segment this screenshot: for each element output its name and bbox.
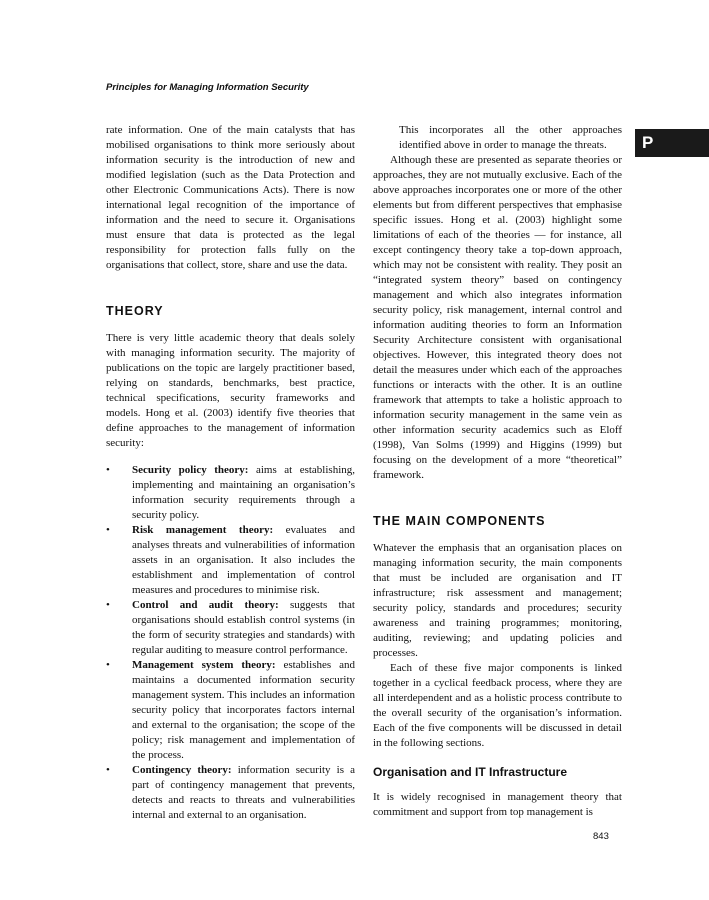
list-item-term: Control and audit theory:: [132, 599, 279, 611]
list-item: [106, 463, 355, 523]
list-item-term: Security policy theory:: [132, 464, 249, 476]
list-item-term: Management system theory:: [132, 659, 276, 671]
list-item-text: information security is a part of contingency management that prevents, detects and reacts to threats and vulnerabilities internal and external to an organisation.: [132, 764, 355, 821]
list-item: [106, 598, 355, 658]
running-header: Principles for Managing Information Security: [106, 82, 309, 93]
page-number: 843: [593, 831, 609, 842]
section-heading-theory: THEORY: [106, 304, 164, 318]
list-continuation: This incorporates all the other approaches identified above in order to manage the threats.: [399, 124, 622, 151]
paragraph: It is widely recognised in management theory that commitment and support from top management is: [373, 791, 622, 818]
paragraph: Each of these five major components is linked together in a cyclical feedback process, where they are all interdependent and as a holistic process contribute to the overall security of the organisation’s information. Each of the five components will be discussed in detail in the following sections.: [373, 662, 622, 749]
paragraph: Although these are presented as separate theories or approaches, they are not mutually exclusive. Each of the above approaches incorporates one or more of the other elements but from different perspectives that emphasise specific issues. Hong et al. (2003) highlight some limitations of each of the theories — for instance, all except contingency theory take a top-down approach, which may not be consistent with reality. They posit an “integrated system theory” based on contingency management and which also integrates information security policy, risk management, internal control and information auditing theories to form an Information Security Architecture consistent with organisational objectives. However, this integrated theory does not detail the measures under which each of the approaches functions or interacts with the other. It is an outline framework that attempts to take a holistic approach to information security management in the same vein as other information security academics such as Eloff (1998), Van Solms (1999) and Higgins (1999) but focusing on the development of a more “theoretical” framework.: [373, 154, 622, 481]
section-letter-tab: P: [635, 129, 709, 157]
theory-list: [106, 463, 355, 823]
list-item: [106, 523, 355, 598]
paragraph: rate information. One of the main catalysts that has mobilised organisations to think more seriously about information security is the introduction of new and modified legislation (such as the Data Protection and other Electronic Communications Acts). There is now international legal recognition of the importance of information and the need to secure it. Organisations must ensure that data is protected as the legal responsibility for protection falls fully on the organisations that collect, store, share and use the data.: [106, 124, 355, 271]
left-column: [106, 123, 355, 823]
subsection-heading-organisation: Organisation and IT Infrastructure: [373, 765, 568, 779]
list-item: [106, 658, 355, 763]
list-item-text: suggests that organisations should establish control systems (in the form of security strategies and standards) with regular auditing to measure control performance.: [132, 599, 355, 656]
list-item-text: aims at establishing, implementing and maintaining an organisation’s information security requirements through a security policy.: [132, 464, 355, 521]
list-item-term: Contingency theory:: [132, 764, 232, 776]
section-heading-main-components: THE MAIN COMPONENTS: [373, 514, 546, 528]
list-item-text: evaluates and analyses threats and vulnerabilities of information assets in an organisation. It also includes the establishment and implementation of control measures and procedures to minimise risk.: [132, 524, 355, 596]
list-item: [106, 763, 355, 823]
list-item-term: Risk management theory:: [132, 524, 274, 536]
paragraph: There is very little academic theory that deals solely with managing information security. The majority of publications on the topic are largely practitioner based, relying on standards, benchmarks, best practice, technical specifications, security frameworks and models. Hong et al. (2003) identify five theories that define approaches to the management of information security:: [106, 332, 355, 449]
paragraph: Whatever the emphasis that an organisation places on managing information security, the main components that must be included are organisation and IT infrastructure; risk assessment and management; security policy, standards and procedures; security awareness and training programmes; monitoring, auditing, reviewing; and updating policies and processes.: [373, 542, 622, 659]
right-column: [373, 123, 622, 820]
list-item-text: establishes and maintains a documented information security management system. This includes an information security policy that incorporates factors internal and external to the organisation; the scope of the policy; risk management and implementation of the process.: [132, 659, 356, 761]
